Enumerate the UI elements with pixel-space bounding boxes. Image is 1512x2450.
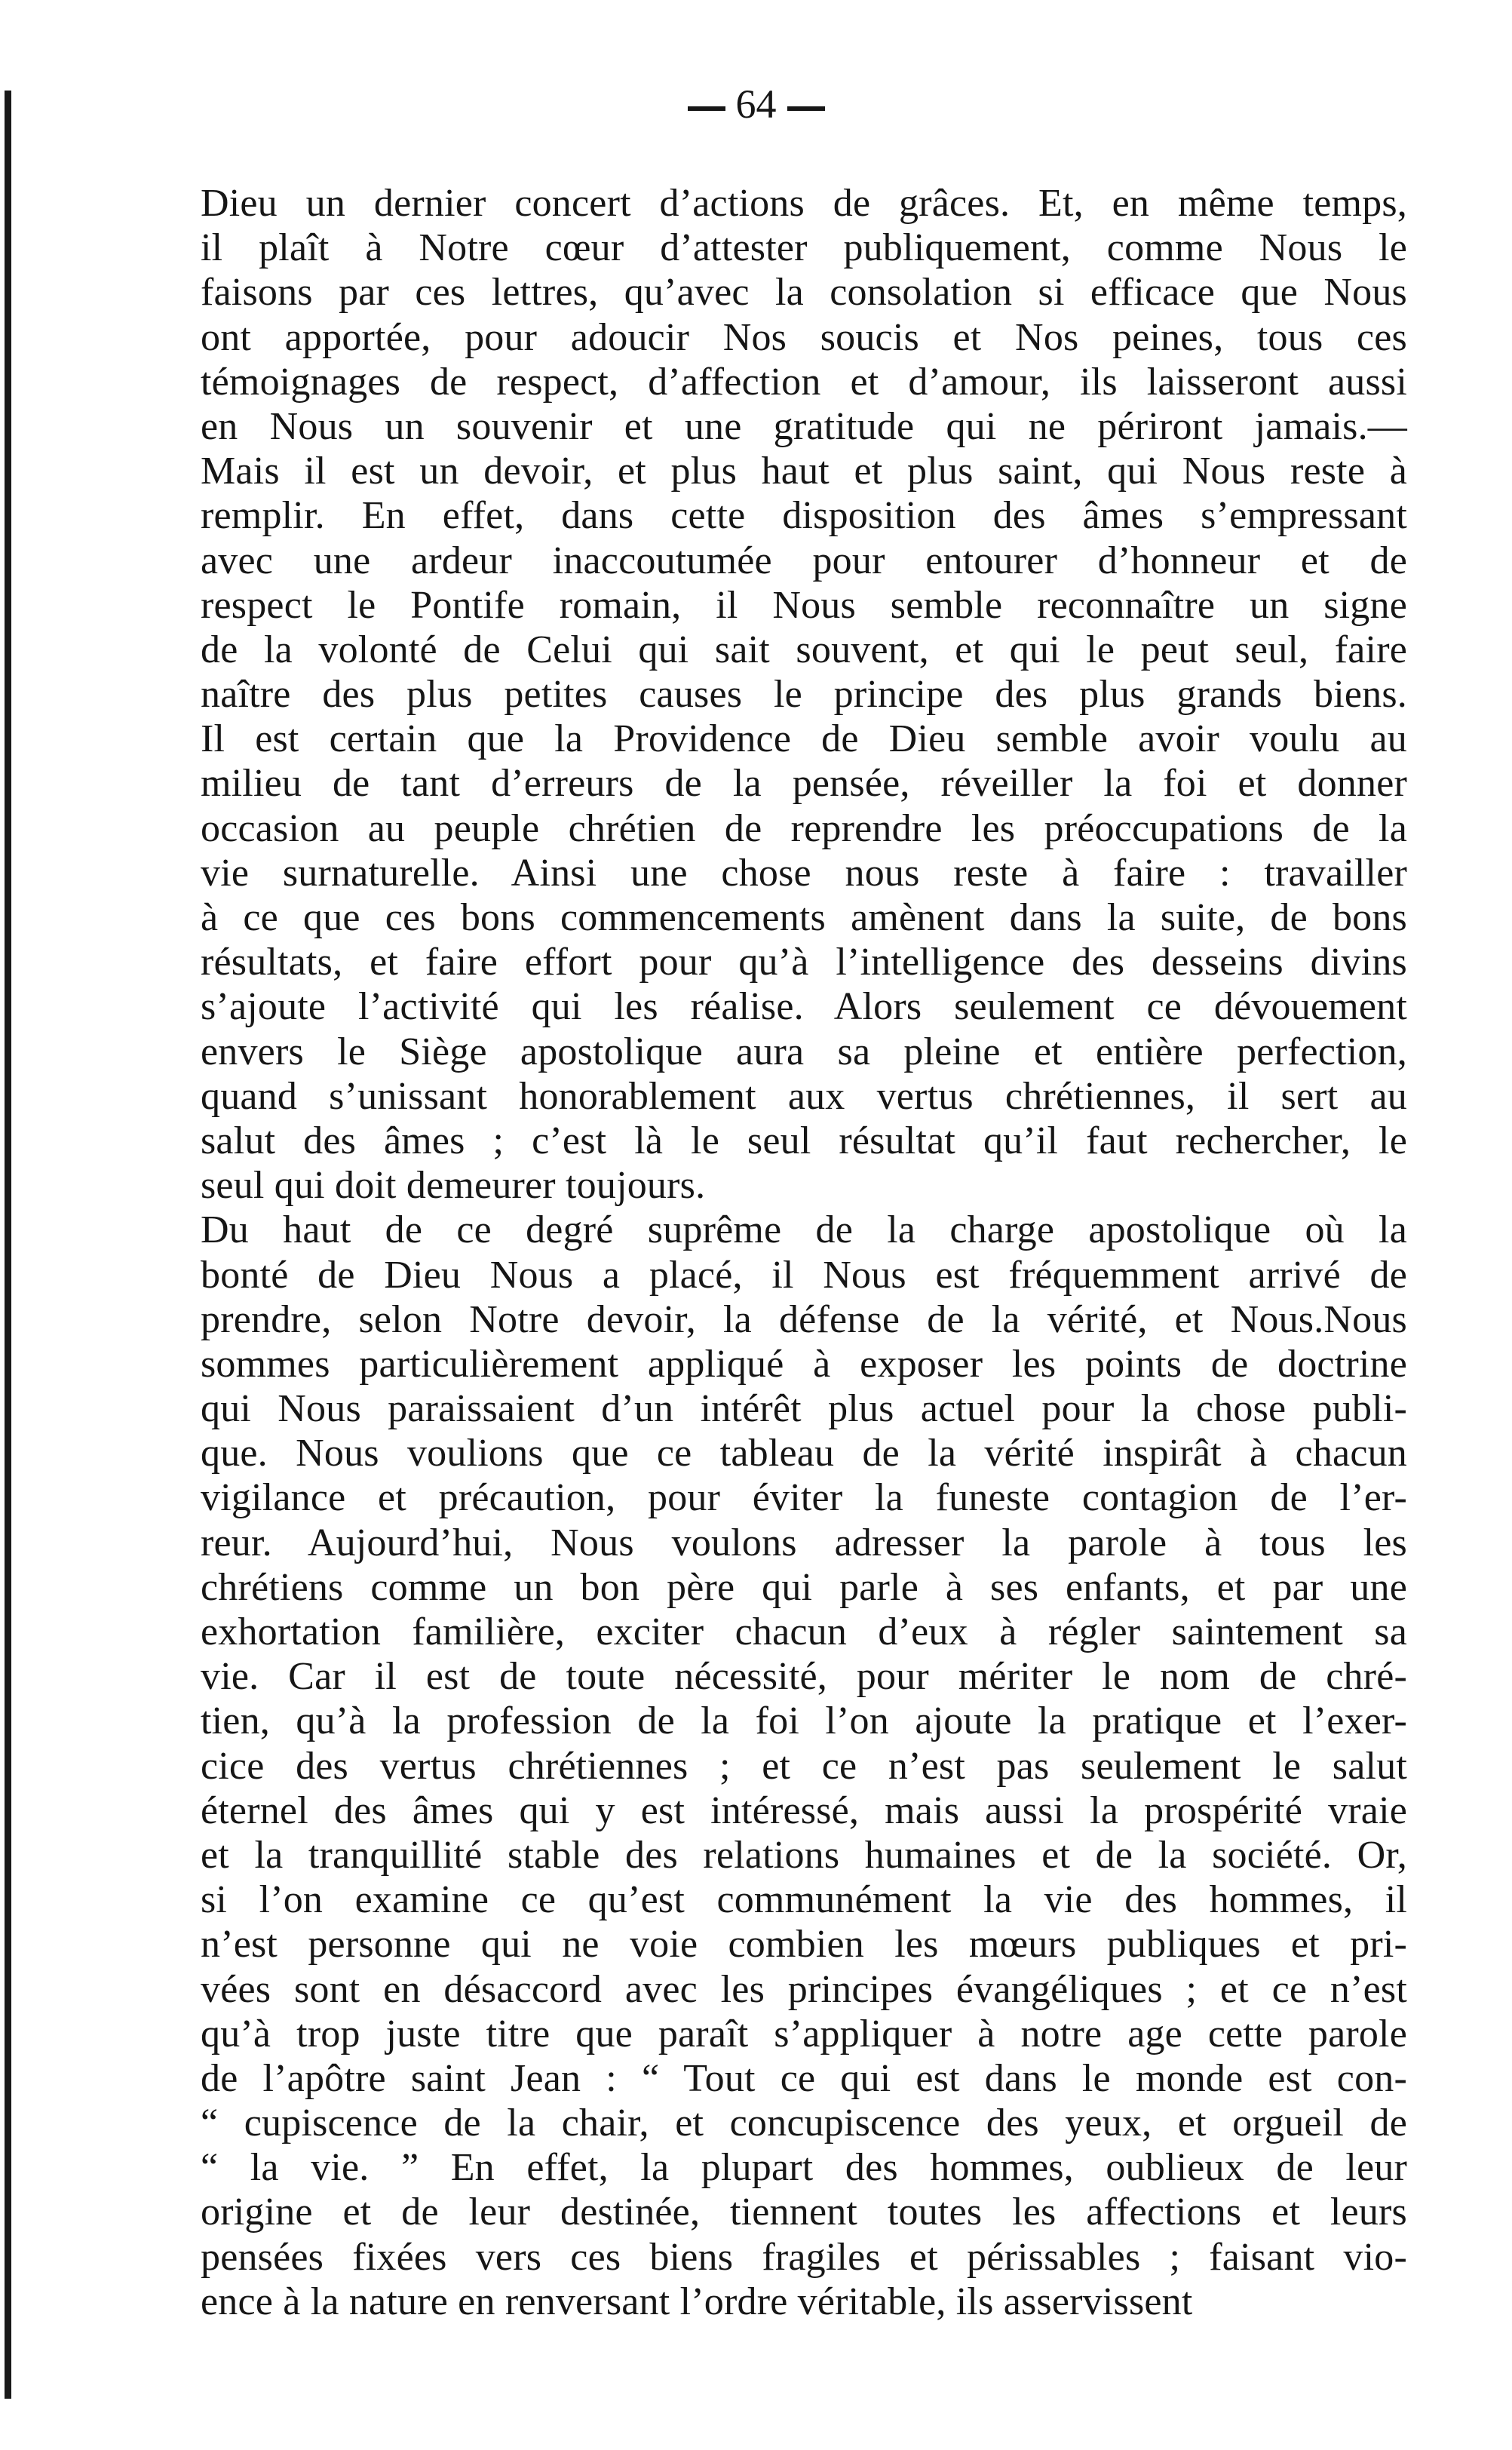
text-line: salut des âmes ; c’est là le seul résultat qu’il faut rechercher, le <box>201 1119 1407 1162</box>
text-line: naître des plus petites causes le principe des plus grands biens. <box>201 673 1407 717</box>
text-line: ence à la nature en renversant l’ordre véritable, ils asservissent <box>201 2280 1193 2323</box>
text-line: de la volonté de Celui qui sait souvent, et qui le peut seul, faire <box>201 628 1407 671</box>
text-line: Il est certain que la Providence de Dieu semble avoir voulu au <box>201 717 1407 761</box>
text-line: tien, qu’à la profession de la foi l’on ajoute la pratique et l’exer- <box>201 1699 1407 1743</box>
text-line: vées sont en désaccord avec les principes évangéliques ; et ce n’est <box>201 1967 1407 2011</box>
text-line: si l’on examine ce qu’est communément la vie des hommes, il <box>201 1878 1407 1922</box>
text-line: vie surnaturelle. Ainsi une chose nous reste à faire : travailler <box>201 851 1407 895</box>
text-line: “ cupiscence de la chair, et concupiscence des yeux, et orgueil de <box>201 2102 1407 2145</box>
text-line: de l’apôtre saint Jean : “ Tout ce qui est dans le monde est con- <box>201 2056 1407 2100</box>
header-dash-right <box>787 106 825 111</box>
text-line: et la tranquillité stable des relations humaines et de la société. Or, <box>201 1833 1407 1877</box>
text-line: seul qui doit demeurer toujours. <box>201 1164 706 1208</box>
text-line: résultats, et faire effort pour qu’à l’intelligence des desseins divins <box>201 941 1407 984</box>
text-line: témoignages de respect, d’affection et d’amour, ils laisseront aussi <box>201 360 1407 404</box>
text-line: avec une ardeur inaccoutumée pour entourer d’honneur et de <box>201 539 1407 582</box>
text-line: n’est personne qui ne voie combien les mœurs publiques et pri- <box>201 1923 1407 1966</box>
paragraph-1 <box>201 181 1407 1208</box>
text-line: chrétiens comme un bon père qui parle à ses enfants, et par une <box>201 1565 1407 1609</box>
text-line: sommes particulièrement appliqué à exposer les points de doctrine <box>201 1342 1407 1386</box>
text-line: reur. Aujourd’hui, Nous voulons adresser la parole à tous les <box>201 1521 1407 1564</box>
text-line: qu’à trop juste titre que paraît s’appliquer à notre age cette parole <box>201 2012 1407 2055</box>
paragraph-2 <box>201 1208 1407 2324</box>
page-number: 64 <box>735 81 777 127</box>
text-line: milieu de tant d’erreurs de la pensée, réveiller la foi et donner <box>201 762 1407 806</box>
text-line: quand s’unissant honorablement aux vertus chrétiennes, il sert au <box>201 1074 1407 1118</box>
text-line: vigilance et précaution, pour éviter la funeste contagion de l’er- <box>201 1476 1407 1520</box>
text-line: Du haut de ce degré suprême de la charge apostolique où la <box>201 1208 1407 1252</box>
text-line: éternel des âmes qui y est intéressé, mais aussi la prospérité vraie <box>201 1788 1407 1832</box>
text-line: origine et de leur destinée, tiennent toutes les affections et leurs <box>201 2191 1407 2234</box>
text-line: bonté de Dieu Nous a placé, il Nous est fréquemment arrivé de <box>201 1253 1407 1297</box>
margin-scan-edge <box>5 91 11 2399</box>
text-line: que. Nous voulions que ce tableau de la vérité inspirât à chacun <box>201 1432 1407 1475</box>
text-line: envers le Siège apostolique aura sa pleine et entière perfection, <box>201 1030 1407 1073</box>
text-line: en Nous un souvenir et une gratitude qui ne périront jamais.— <box>201 404 1407 448</box>
text-line: ont apportée, pour adoucir Nos soucis et Nos peines, tous ces <box>201 315 1407 359</box>
text-line: respect le Pontife romain, il Nous semble reconnaître un signe <box>201 583 1407 627</box>
text-line: exhortation familière, exciter chacun d’eux à régler saintement sa <box>201 1610 1407 1653</box>
text-line: faisons par ces lettres, qu’avec la consolation si efficace que Nous <box>201 271 1407 315</box>
header-dash-left <box>688 106 725 111</box>
text-line: occasion au peuple chrétien de reprendre les préoccupations de la <box>201 806 1407 850</box>
text-line: Dieu un dernier concert d’actions de grâces. Et, en même temps, <box>201 182 1407 225</box>
body-text <box>201 181 1407 2324</box>
page-header <box>0 81 1512 127</box>
text-line: vie. Car il est de toute nécessité, pour mériter le nom de chré- <box>201 1655 1407 1699</box>
text-line: qui Nous paraissaient d’un intérêt plus actuel pour la chose publi- <box>201 1387 1407 1431</box>
text-line: cice des vertus chrétiennes ; et ce n’est pas seulement le salut <box>201 1744 1407 1788</box>
text-line: remplir. En effet, dans cette disposition des âmes s’empressant <box>201 494 1407 538</box>
text-line: Mais il est un devoir, et plus haut et plus saint, qui Nous reste à <box>201 450 1407 493</box>
text-line: s’ajoute l’activité qui les réalise. Alors seulement ce dévouement <box>201 985 1407 1029</box>
text-line: “ la vie. ” En effet, la plupart des hommes, oublieux de leur <box>201 2146 1407 2190</box>
text-line: prendre, selon Notre devoir, la défense de la vérité, et Nous.Nous <box>201 1297 1407 1341</box>
text-line: il plaît à Notre cœur d’attester publiquement, comme Nous le <box>201 226 1407 270</box>
text-line: pensées fixées vers ces biens fragiles et périssables ; faisant vio- <box>201 2235 1407 2279</box>
text-line: à ce que ces bons commencements amènent dans la suite, de bons <box>201 896 1407 939</box>
